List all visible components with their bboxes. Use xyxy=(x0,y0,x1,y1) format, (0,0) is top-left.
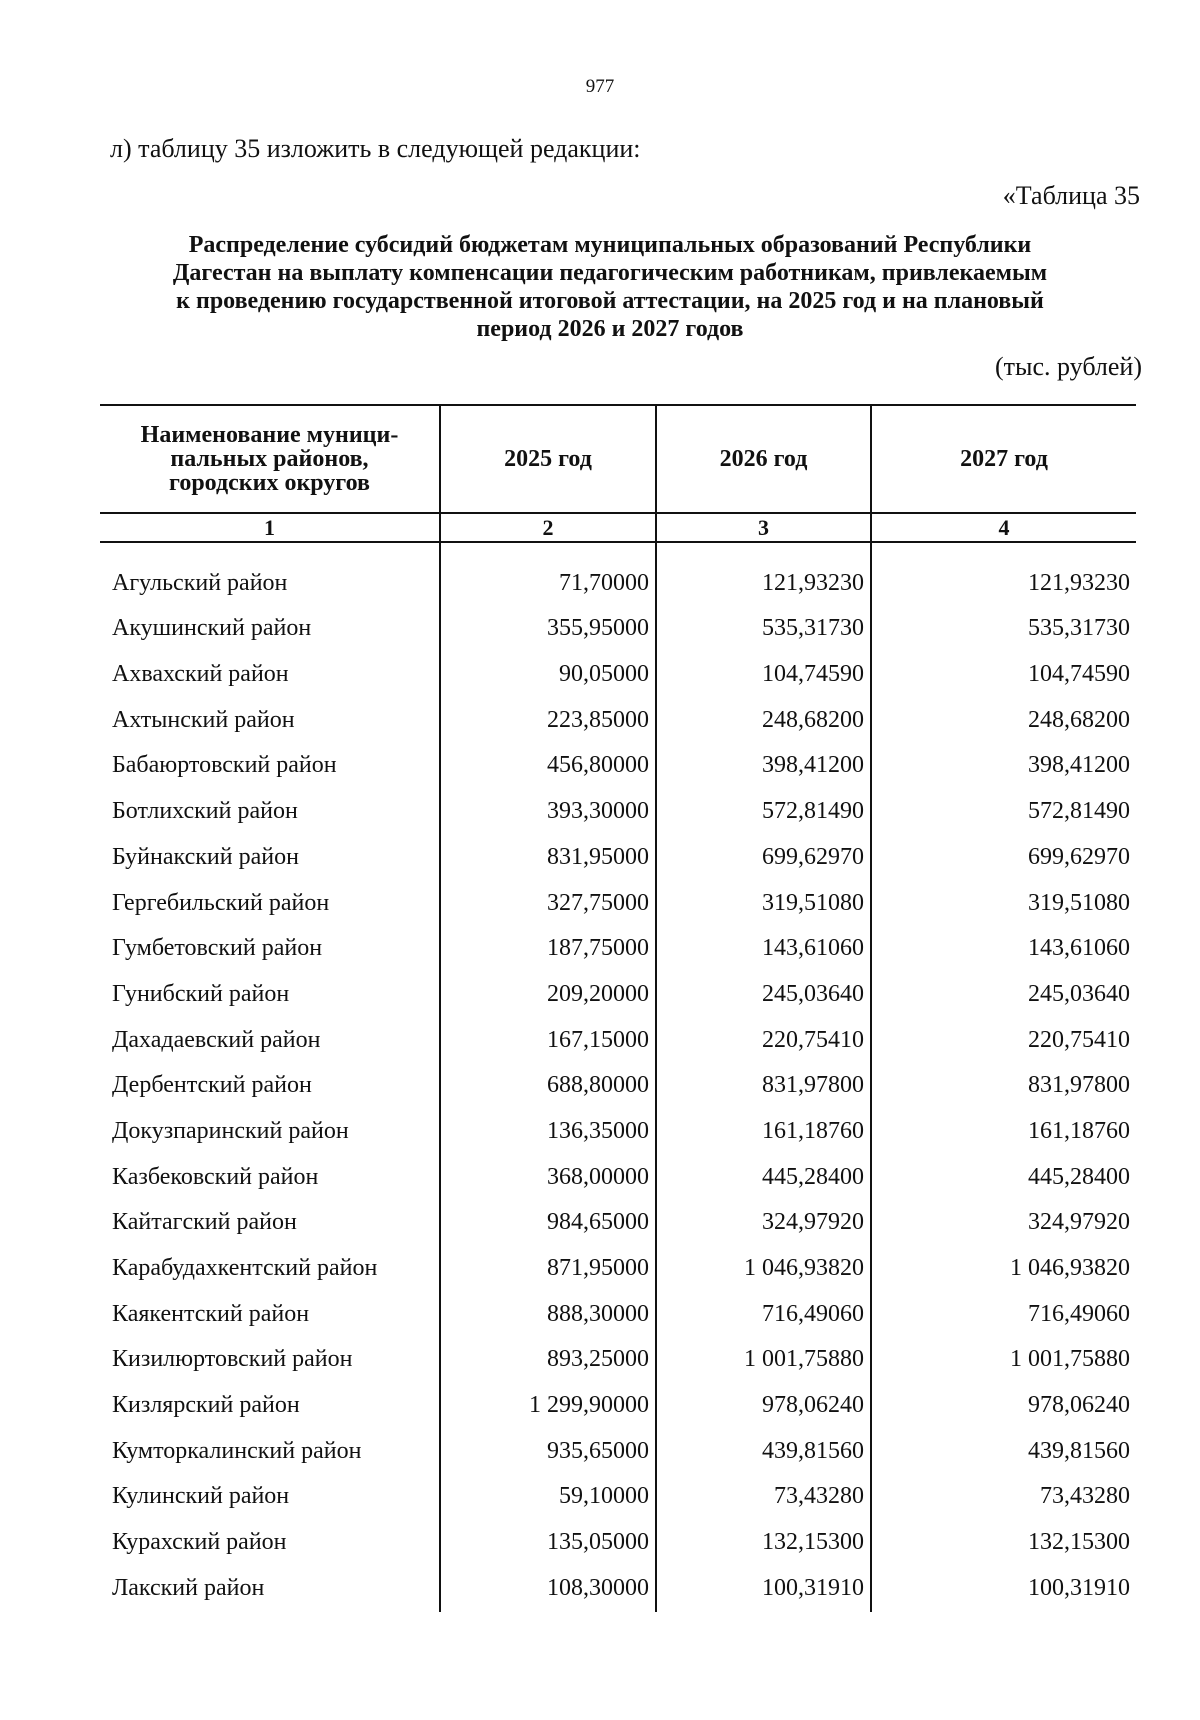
table-row xyxy=(100,1373,1136,1419)
value-2025-cell: 888,30000 xyxy=(440,1282,656,1328)
value-2025-cell: 393,30000 xyxy=(440,779,656,825)
table-row xyxy=(100,597,1136,643)
table-row xyxy=(100,1282,1136,1328)
title-line: Распределение субсидий бюджетам муниципальных образований Республики xyxy=(188,232,1032,258)
value-2026-cell: 100,31910 xyxy=(656,1556,871,1612)
title-line: Дагестан на выплату компенсации педагогическим работникам, привлекаемым xyxy=(172,260,1048,286)
name-cell: Курахский район xyxy=(112,1529,287,1556)
header-2027: 2027 год xyxy=(871,405,1136,513)
table-row xyxy=(100,1510,1136,1556)
title-line: к проведению государственной итоговой аттестации, на 2025 год и на плановый xyxy=(176,288,1044,314)
value-2027-cell: 121,93230 xyxy=(871,542,1136,597)
value-2027-cell: 978,06240 xyxy=(871,1373,1136,1419)
value-2025-cell: 108,30000 xyxy=(440,1556,656,1612)
value-2025-cell: 368,00000 xyxy=(440,1145,656,1191)
table-row xyxy=(100,825,1136,871)
value-2025-cell: 135,05000 xyxy=(440,1510,656,1556)
name-cell: Каякентский район xyxy=(112,1300,310,1327)
value-2025-cell: 59,10000 xyxy=(440,1465,656,1511)
table-row xyxy=(100,917,1136,963)
table-row xyxy=(100,1008,1136,1054)
name-cell: Дахадаевский район xyxy=(112,1026,321,1053)
name-cell: Буйнакский район xyxy=(112,843,299,870)
column-number: 4 xyxy=(871,513,1136,542)
value-2025-cell: 71,70000 xyxy=(440,542,656,597)
table-row xyxy=(100,1556,1136,1612)
value-2027-cell: 143,61060 xyxy=(871,917,1136,963)
name-cell: Кумторкалинский район xyxy=(112,1437,362,1464)
name-cell: Дербентский район xyxy=(112,1072,312,1099)
table-body xyxy=(100,542,1136,1612)
value-2026-cell: 143,61060 xyxy=(656,917,871,963)
value-2027-cell: 1 001,75880 xyxy=(871,1328,1136,1374)
value-2026-cell: 439,81560 xyxy=(656,1419,871,1465)
header-2025: 2025 год xyxy=(440,405,656,513)
subsidy-table xyxy=(100,404,1136,1612)
name-cell: Кизилюртовский район xyxy=(112,1346,353,1373)
table-row xyxy=(100,1419,1136,1465)
value-2026-cell: 1 046,93820 xyxy=(656,1236,871,1282)
value-2026-cell: 245,03640 xyxy=(656,962,871,1008)
value-2027-cell: 398,41200 xyxy=(871,734,1136,780)
value-2027-cell: 572,81490 xyxy=(871,779,1136,825)
value-2025-cell: 456,80000 xyxy=(440,734,656,780)
value-2026-cell: 220,75410 xyxy=(656,1008,871,1054)
value-2026-cell: 104,74590 xyxy=(656,642,871,688)
value-2027-cell: 535,31730 xyxy=(871,597,1136,643)
table-row xyxy=(100,642,1136,688)
value-2026-cell: 831,97800 xyxy=(656,1054,871,1100)
value-2027-cell: 248,68200 xyxy=(871,688,1136,734)
value-2026-cell: 398,41200 xyxy=(656,734,871,780)
value-2025-cell: 327,75000 xyxy=(440,871,656,917)
value-2025-cell: 187,75000 xyxy=(440,917,656,963)
value-2026-cell: 248,68200 xyxy=(656,688,871,734)
value-2025-cell: 90,05000 xyxy=(440,642,656,688)
value-2026-cell: 319,51080 xyxy=(656,871,871,917)
table-row xyxy=(100,1145,1136,1191)
name-cell: Кулинский район xyxy=(112,1483,290,1510)
value-2026-cell: 121,93230 xyxy=(656,542,871,597)
header-2026: 2026 год xyxy=(656,405,871,513)
value-2026-cell: 1 001,75880 xyxy=(656,1328,871,1374)
name-cell: Кайтагский район xyxy=(112,1209,297,1236)
value-2027-cell: 324,97920 xyxy=(871,1191,1136,1237)
name-cell: Агульский район xyxy=(112,569,288,596)
value-2025-cell: 209,20000 xyxy=(440,962,656,1008)
column-number: 1 xyxy=(100,513,440,542)
value-2026-cell: 324,97920 xyxy=(656,1191,871,1237)
value-2025-cell: 831,95000 xyxy=(440,825,656,871)
name-cell: Казбековский район xyxy=(112,1163,319,1190)
value-2027-cell: 100,31910 xyxy=(871,1556,1136,1612)
table-row xyxy=(100,1054,1136,1100)
value-2025-cell: 136,35000 xyxy=(440,1099,656,1145)
value-2026-cell: 132,15300 xyxy=(656,1510,871,1556)
table-row xyxy=(100,779,1136,825)
table-row xyxy=(100,1236,1136,1282)
header-name-line: Наименование муници- xyxy=(140,422,399,448)
column-number: 3 xyxy=(656,513,871,542)
value-2027-cell: 716,49060 xyxy=(871,1282,1136,1328)
value-2025-cell: 871,95000 xyxy=(440,1236,656,1282)
table-header-row xyxy=(100,405,1136,513)
value-2027-cell: 245,03640 xyxy=(871,962,1136,1008)
table-row xyxy=(100,1099,1136,1145)
name-cell: Ахтынский район xyxy=(112,706,295,733)
table-row xyxy=(100,734,1136,780)
value-2025-cell: 688,80000 xyxy=(440,1054,656,1100)
header-name-line: городских округов xyxy=(169,470,370,496)
value-2025-cell: 893,25000 xyxy=(440,1328,656,1374)
table-row xyxy=(100,871,1136,917)
value-2025-cell: 1 299,90000 xyxy=(440,1373,656,1419)
header-name xyxy=(100,405,440,513)
value-2025-cell: 935,65000 xyxy=(440,1419,656,1465)
header-name-line: пальных районов, xyxy=(170,446,369,472)
name-cell: Гунибский район xyxy=(112,980,290,1007)
units-label: (тыс. рублей) xyxy=(994,352,1142,381)
value-2025-cell: 355,95000 xyxy=(440,597,656,643)
name-cell: Ахвахский район xyxy=(112,661,289,688)
name-cell: Лакский район xyxy=(112,1574,265,1601)
value-2027-cell: 319,51080 xyxy=(871,871,1136,917)
column-number-row xyxy=(100,513,1136,542)
value-2026-cell: 445,28400 xyxy=(656,1145,871,1191)
value-2027-cell: 439,81560 xyxy=(871,1419,1136,1465)
value-2027-cell: 132,15300 xyxy=(871,1510,1136,1556)
name-cell: Кизлярский район xyxy=(112,1392,300,1419)
value-2027-cell: 73,43280 xyxy=(871,1465,1136,1511)
value-2027-cell: 104,74590 xyxy=(871,642,1136,688)
table-row xyxy=(100,962,1136,1008)
value-2026-cell: 535,31730 xyxy=(656,597,871,643)
name-cell: Докузпаринский район xyxy=(112,1117,349,1144)
value-2026-cell: 572,81490 xyxy=(656,779,871,825)
table-row xyxy=(100,1191,1136,1237)
column-number: 2 xyxy=(440,513,656,542)
intro-text: л) таблицу 35 изложить в следующей редакции: xyxy=(110,134,641,163)
name-cell: Акушинский район xyxy=(112,615,312,642)
name-cell: Гергебильский район xyxy=(112,889,330,916)
value-2027-cell: 161,18760 xyxy=(871,1099,1136,1145)
value-2026-cell: 978,06240 xyxy=(656,1373,871,1419)
table-row xyxy=(100,1465,1136,1511)
table-row xyxy=(100,1328,1136,1374)
value-2026-cell: 161,18760 xyxy=(656,1099,871,1145)
value-2027-cell: 445,28400 xyxy=(871,1145,1136,1191)
value-2027-cell: 831,97800 xyxy=(871,1054,1136,1100)
value-2025-cell: 167,15000 xyxy=(440,1008,656,1054)
value-2027-cell: 1 046,93820 xyxy=(871,1236,1136,1282)
value-2027-cell: 220,75410 xyxy=(871,1008,1136,1054)
name-cell: Бабаюртовский район xyxy=(112,752,337,779)
table-row xyxy=(100,542,1136,597)
title-line: период 2026 и 2027 годов xyxy=(476,316,744,342)
table-row xyxy=(100,688,1136,734)
value-2026-cell: 716,49060 xyxy=(656,1282,871,1328)
value-2025-cell: 984,65000 xyxy=(440,1191,656,1237)
name-cell: Ботлихский район xyxy=(112,798,298,825)
name-cell: Карабудахкентский район xyxy=(112,1255,378,1281)
value-2026-cell: 699,62970 xyxy=(656,825,871,871)
value-2027-cell: 699,62970 xyxy=(871,825,1136,871)
value-2025-cell: 223,85000 xyxy=(440,688,656,734)
value-2026-cell: 73,43280 xyxy=(656,1465,871,1511)
name-cell: Гумбетовский район xyxy=(112,935,323,962)
page-number: 977 xyxy=(585,76,615,97)
table-title xyxy=(120,231,1100,343)
table-label: «Таблица 35 xyxy=(1002,181,1140,210)
